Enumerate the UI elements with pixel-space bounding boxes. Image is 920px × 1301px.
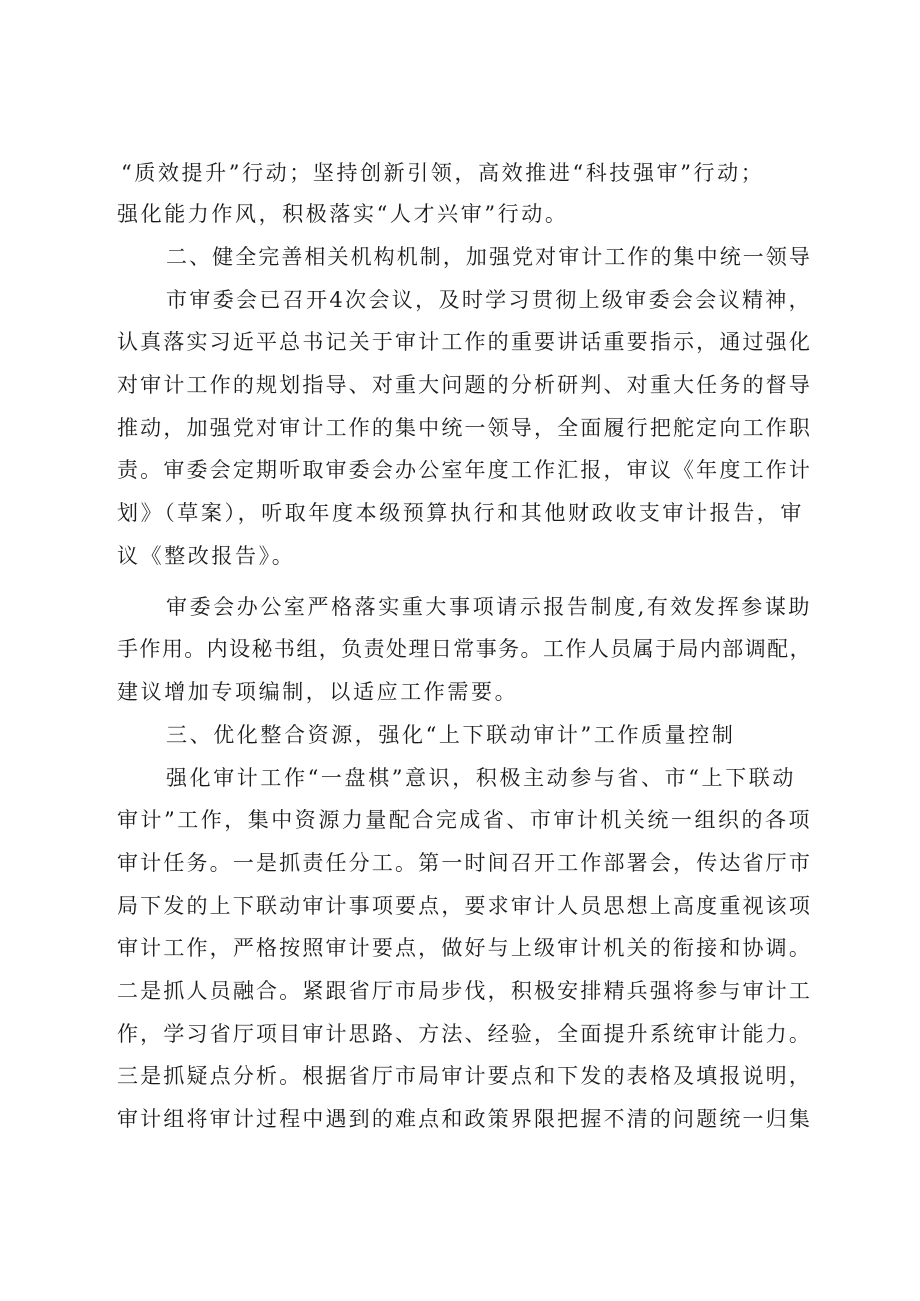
text-line-11: 审委会办公室严格落实重大事项请示报告制度,有效发挥参谋助 [166,595,812,619]
text-line-2: 强化能力作风，积极落实“人才兴审”行动。 [117,202,569,226]
text-line-7: 推动，加强党对审计工作的集中统一领导，全面履行把舵定向工作职 [117,416,812,440]
text-line-21: 作，学习省厅项目审计思路、方法、经验，全面提升系统审计能力。 [117,1022,812,1046]
section-heading-3: 三、优化整合资源，强化“上下联动审计”工作质量控制 [166,723,736,747]
text-line-6: 对审计工作的规划指导、对重大问题的分析研判、对重大任务的督导 [117,373,812,397]
text-line-17: 审计任务。一是抓责任分工。第一时间召开工作部署会，传达省厅市 [117,851,812,875]
text-line-5: 认真落实习近平总书记关于审计工作的重要讲话重要指示，通过强化 [117,330,812,354]
text-line-19: 审计工作，严格按照审计要点，做好与上级审计机关的衔接和协调。 [117,936,812,960]
text-line-8: 责。审委会定期听取审委会办公室年度工作汇报，审议《年度工作计 [117,458,812,482]
text-line-12: 手作用。内设秘书组，负责处理日常事务。工作人员属于局内部调配， [117,637,812,661]
text-line-18: 局下发的上下联动审计事项要点，要求审计人员思想上高度重视该项 [117,894,812,918]
text-line-20: 二是抓人员融合。紧跟省厅市局步伐，积极安排精兵强将参与审计工 [117,979,812,1003]
text-line-13: 建议增加专项编制，以适应工作需要。 [117,680,519,704]
text-line-1: “质效提升”行动；坚持创新引领，高效推进“科技强审”行动； [121,161,765,185]
section-heading-2: 二、健全完善相关机构机制，加强党对审计工作的集中统一领导 [166,245,812,269]
text-line-23: 审计组将审计过程中遇到的难点和政策界限把握不清的问题统一归集 [117,1107,812,1131]
text-line-9: 划》（草案），听取年度本级预算执行和其他财政收支审计报告，审 [117,501,804,525]
text-line-16: 审计”工作，集中资源力量配合完成省、市审计机关统一组织的各项 [117,808,812,832]
text-line-4: 市审委会已召开4次会议，及时学习贯彻上级审委会会议精神， [166,288,812,312]
text-line-15: 强化审计工作“一盘棋”意识，积极主动参与省、市“上下联动 [166,766,797,790]
text-line-22: 三是抓疑点分析。根据省厅市局审计要点和下发的表格及填报说明， [117,1064,812,1088]
text-line-10: 议《整改报告》。 [117,544,296,568]
